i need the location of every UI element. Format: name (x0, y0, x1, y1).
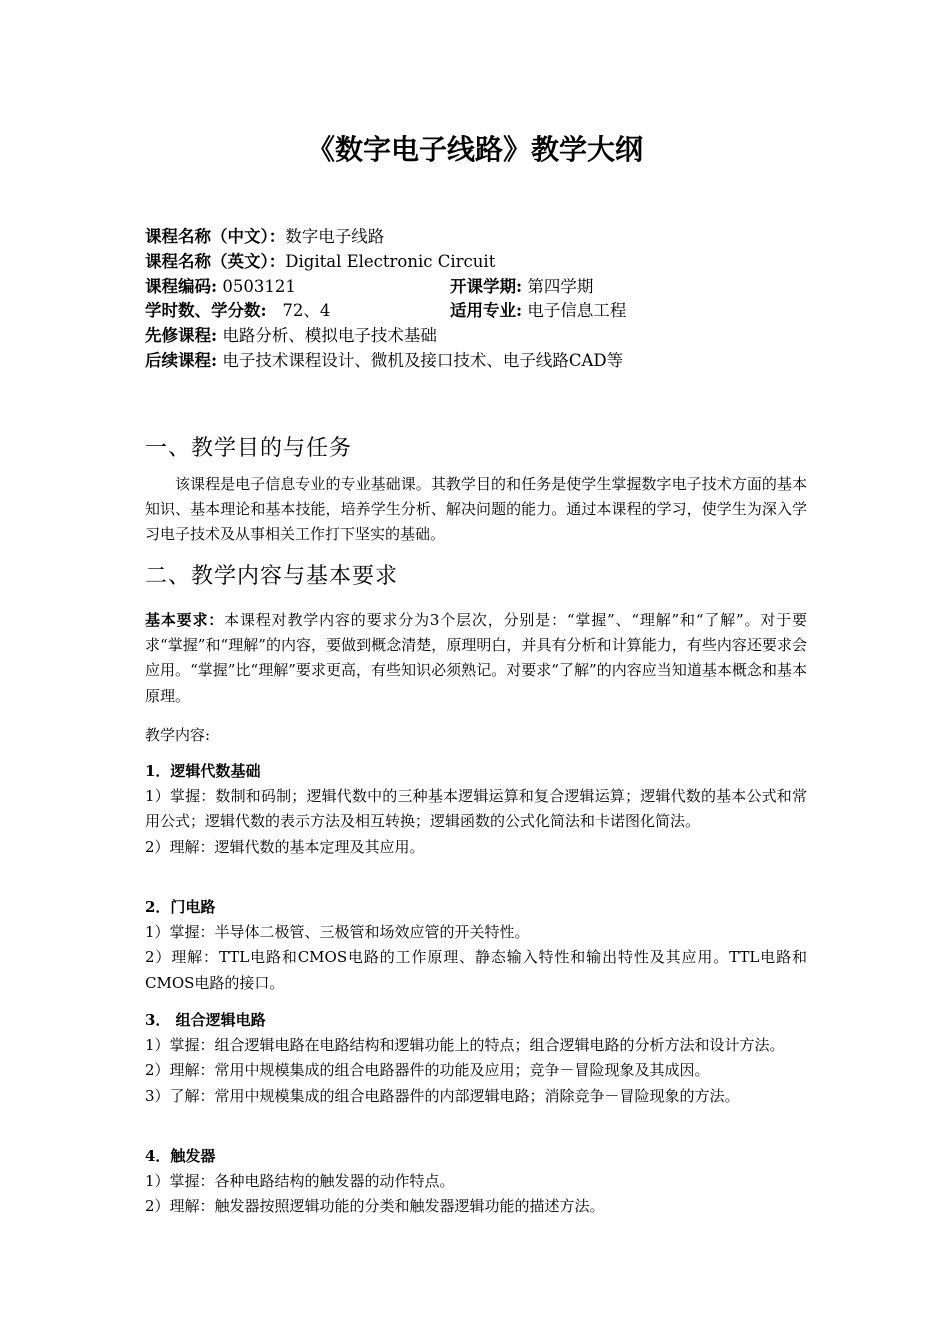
topic-1 (145, 759, 807, 860)
course-follow-value: 电子技术课程设计、微机及接口技术、电子线路CAD等 (222, 350, 624, 370)
course-name-cn-row (145, 225, 825, 250)
topic-4 (145, 1144, 807, 1220)
course-code-row (145, 275, 825, 300)
course-prereq-row (145, 324, 825, 349)
course-term-label: 开课学期: (450, 276, 523, 296)
course-major-value: 电子信息工程 (527, 301, 627, 321)
basic-requirements-label: 基本要求： (145, 611, 225, 629)
section2-heading: 二、教学内容与基本要求 (145, 564, 399, 589)
course-major (450, 299, 626, 324)
basic-requirements (145, 608, 807, 709)
course-name-en-label: 课程名称（英文）： (145, 251, 286, 271)
course-prereq-label: 先修课程: (145, 326, 218, 346)
topic-item: 2）理解：触发器按照逻辑功能的分类和触发器逻辑功能的描述方法。 (145, 1197, 605, 1216)
topic-item: 1）掌握：组合逻辑电路在电路结构和逻辑功能上的特点；组合逻辑电路的分析方法和设计方法。 (145, 1036, 785, 1055)
course-info (145, 225, 825, 374)
topic-item: 3）了解：常用中规模集成的组合电路器件的内部逻辑电路；消除竞争－冒险现象的方法。 (145, 1086, 740, 1105)
course-prereq-value: 电路分析、模拟电子技术基础 (222, 326, 437, 346)
course-major-label: 适用专业: (450, 301, 523, 321)
basic-requirements-text: 本课程对教学内容的要求分为3个层次，分别是：“掌握”、“理解”和“了解”。对于要求“掌握”和“理解”的内容，要做到概念清楚，原理明白，并具有分析和计算能力，有些内容还要求会应用。“掌握”比“理解”要求更高，有些知识必须熟记。对要求“了解”的内容应当知道基本概念和基本原理。 (145, 611, 807, 705)
topic-item: 2）理解：TTL电路和CMOS电路的工作原理、静态输入特性和输出特性及其应用。TTL电路和CMOS电路的接口。 (145, 948, 807, 992)
topic-title: 1．逻辑代数基础 (145, 762, 261, 780)
course-term (450, 275, 593, 300)
course-name-cn-label: 课程名称（中文）： (145, 227, 286, 246)
topic-item: 2）理解：常用中规模集成的组合电路器件的功能及应用；竞争－冒险现象及其成因。 (145, 1061, 710, 1080)
topic-3 (145, 1008, 807, 1109)
course-term-value: 第四学期 (527, 276, 594, 296)
teaching-content-label: 教学内容: (145, 726, 211, 744)
topic-title: 2．门电路 (145, 898, 216, 916)
course-hours-value: 72、4 (282, 301, 331, 321)
topic-2 (145, 895, 807, 996)
topic-title: 4．触发器 (145, 1147, 216, 1165)
course-name-en-row (145, 250, 825, 275)
topic-item: 1）掌握：数制和码制；逻辑代数中的三种基本逻辑运算和复合逻辑运算；逻辑代数的基本公式和常用公式；逻辑代数的表示方法及相互转换；逻辑函数的公式化简法和卡诺图化简法。 (145, 787, 807, 831)
course-name-en-value: Digital Electronic Circuit (285, 251, 496, 271)
basic-requirements-paragraph (145, 608, 807, 709)
course-follow-label: 后续课程: (145, 350, 218, 370)
course-follow-row (145, 349, 825, 374)
topic-item: 1）掌握：各种电路结构的触发器的动作特点。 (145, 1172, 455, 1191)
course-hours-label: 学时数、学分数: (145, 301, 267, 321)
course-hours-row (145, 299, 825, 324)
course-code-label: 课程编码: (145, 276, 218, 296)
section1-body (145, 472, 807, 548)
topic-item: 2）理解：逻辑代数的基本定理及其应用。 (145, 837, 425, 856)
course-code-value: 0503121 (222, 276, 296, 296)
section1-heading: 一、教学目的与任务 (145, 436, 353, 461)
course-name-cn-value: 数字电子线路 (285, 227, 385, 246)
topic-item: 1）掌握：半导体二极管、三极管和场效应管的开关特性。 (145, 923, 530, 942)
section1-paragraph: 该课程是电子信息专业的专业基础课。其教学目的和任务是使学生掌握数字电子技术方面的基本知识、基本理论和基本技能，培养学生分析、解决问题的能力。通过本课程的学习，使学生为深入学习电子技术及从事相关工作打下坚实的基础。 (145, 475, 807, 544)
topic-title: 3． 组合逻辑电路 (145, 1011, 266, 1029)
document-title: 《数字电子线路》教学大纲 (306, 133, 643, 166)
